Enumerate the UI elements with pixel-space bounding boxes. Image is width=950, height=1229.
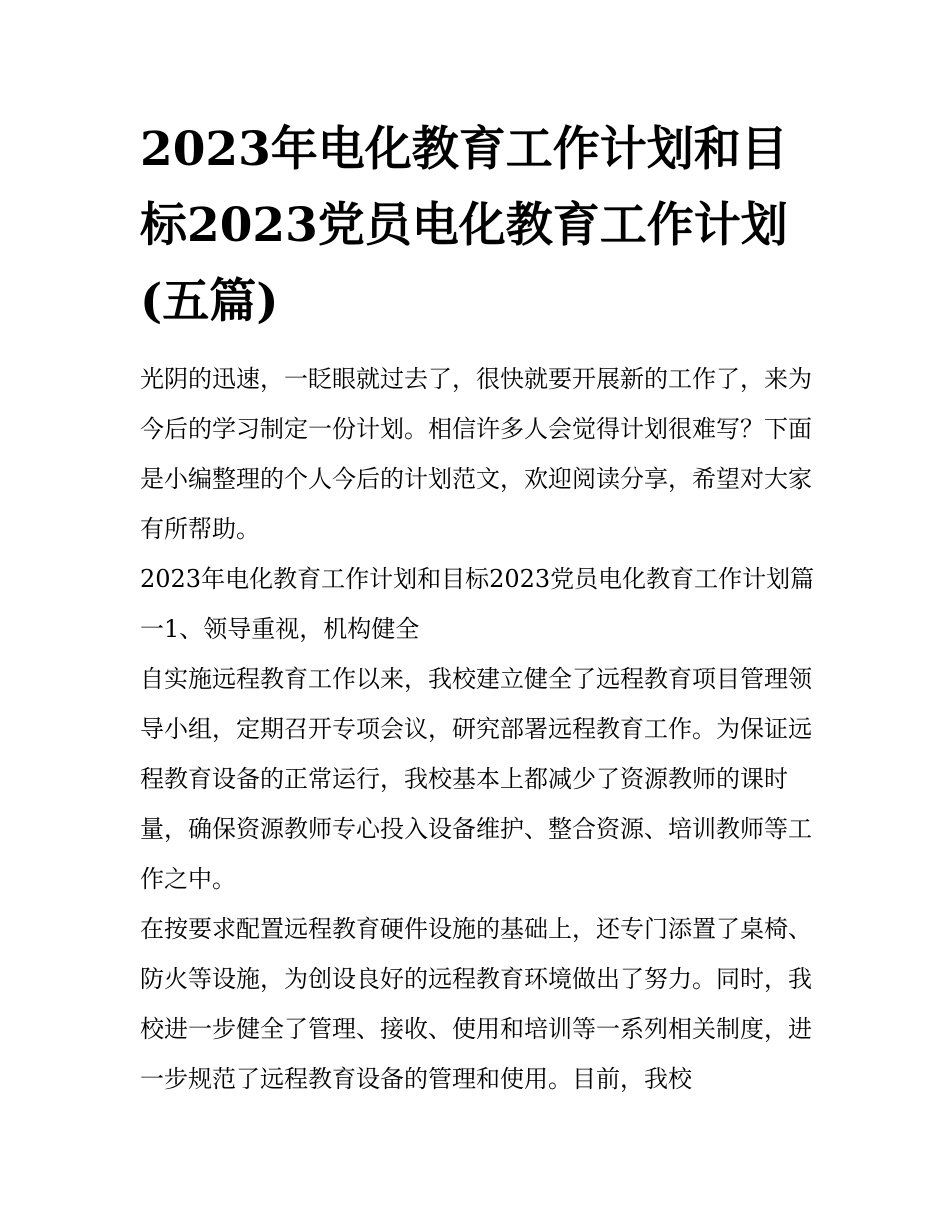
body-paragraph: 在按要求配置远程教育硬件设施的基础上，还专门添置了桌椅、防火等设施，为创设良好的远程教育环境做出了努力。同时，我校进一步健全了管理、接收、使用和培训等一系列相关制度，进一步规范了远程教育设备的管理和使用。目前，我校 <box>140 915 812 1093</box>
intro-paragraph: 光阴的迅速，一眨眼就过去了，很快就要开展新的工作了，来为今后的学习制定一份计划。相信许多人会觉得计划很难写？下面是小编整理的个人今后的计划范文，欢迎阅读分享，希望对大家有所帮助。 <box>140 365 812 543</box>
document-title: 2023年电化教育工作计划和目标2023党员电化教育工作计划(五篇) <box>140 122 788 329</box>
section-heading-paragraph: 2023年电化教育工作计划和目标2023党员电化教育工作计划篇一1、领导重视，机构健全 <box>140 565 815 643</box>
document-body <box>140 354 820 1104</box>
body-paragraph: 自实施远程教育工作以来，我校建立健全了远程教育项目管理领导小组，定期召开专项会议，研究部署远程教育工作。为保证远程教育设备的正常运行，我校基本上都减少了资源教师的课时量，确保资源教师专心投入设备维护、整合资源、培训教师等工作之中。 <box>140 665 812 893</box>
